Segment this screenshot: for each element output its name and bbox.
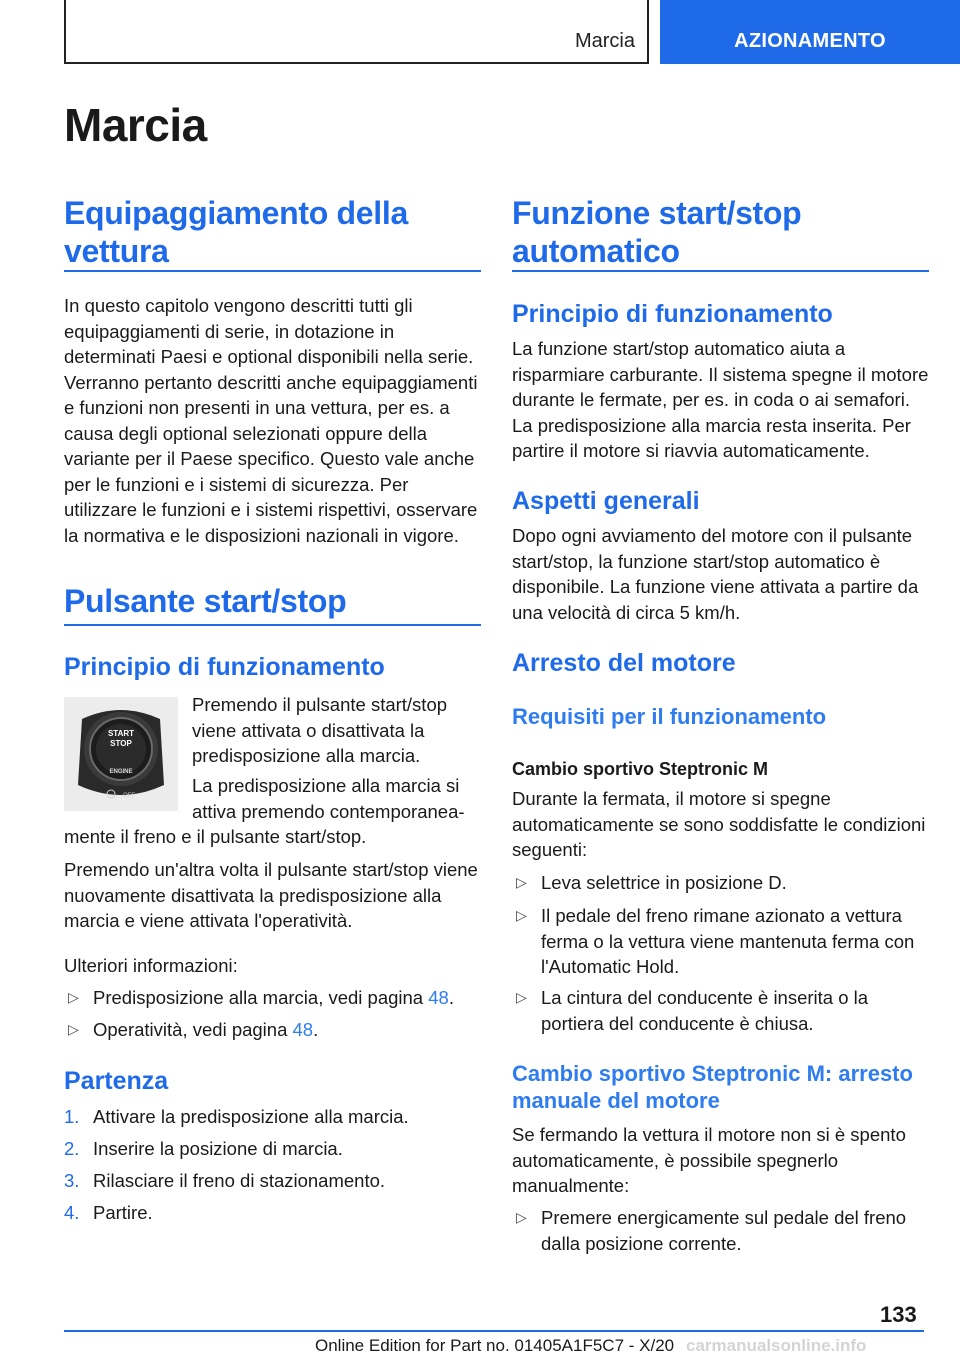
paragraph-manuale: Se fermando la vettura il motore non si è spento automaticamente, è possibile spegnerlo manualmente:: [512, 1124, 906, 1196]
heading-principio-right: Principio di funzionamento: [512, 300, 833, 328]
triangle-bullet-icon: ▷: [516, 907, 527, 923]
footer-watermark: carmanualsonline.info: [686, 1336, 867, 1355]
header-chapter-label: AZIONAMENTO: [734, 30, 886, 52]
triangle-bullet-icon: ▷: [68, 989, 79, 1005]
heading-rule: [64, 624, 481, 626]
manuale-text: Premere energicamente sul pedale del freno dalla posizione corrente.: [541, 1207, 907, 1254]
step-text: Rilasciare il freno di stazionamento.: [93, 1170, 386, 1191]
heading-pulsante: Pulsante start/stop: [64, 583, 347, 619]
page-link-48[interactable]: 48: [292, 1019, 314, 1040]
paragraph-principio-2b: mente il freno e il pulsante start/stop.: [64, 826, 367, 847]
heading-cambio: Cambio sportivo Steptronic M: [512, 759, 769, 779]
list-item-text: Predisposizione alla marcia, vedi pagina: [93, 987, 424, 1008]
condition-text: Leva selettrice in posizione D.: [541, 872, 787, 893]
paragraph-cambio: Durante la fermata, il motore si spegne automaticamente se sono soddisfatte le condizioni seguenti:: [512, 788, 926, 860]
step-number: 3.: [64, 1170, 80, 1191]
heading-requisiti: Requisiti per il funzionamento: [512, 704, 827, 729]
start-stop-button-icon: [64, 697, 178, 811]
condition-text: Il pedale del freno rimane azionato a vettura ferma o la vettura viene mantenuta ferma con l'Automatic Hold.: [541, 905, 915, 977]
heading-aspetti: Aspetti generali: [512, 487, 700, 515]
heading-partenza: Partenza: [64, 1067, 169, 1095]
paragraph-ulteriori: Ulteriori informazioni:: [64, 955, 238, 976]
header-section-label: Marcia: [574, 30, 635, 52]
button-label-start: START: [107, 729, 135, 738]
heading-rule: [512, 270, 929, 272]
step-number: 1.: [64, 1106, 80, 1127]
paragraph-equipaggiamento: In questo capitolo vengono descritti tutti gli equipaggiamenti di serie, in dotazione in determinati Paesi e optional disponibili nella serie. Verranno pertanto descritti anche equipaggiamenti e funzioni non presenti in una vettura, per es. a causa degli optional selezionati oppure della variante per il Paese specifico. Questo vale anche per le funzioni e i sistemi di sicurezza. Per utilizzare le funzioni e i sistemi rispettivi, osservare la normativa e le disposizioni nazionali in vigore.: [64, 295, 478, 546]
heading-funzione: Funzione start/stop automatico: [512, 195, 802, 269]
footer-edition: Online Edition for Part no. 01405A1F5C7 - X/20: [315, 1336, 675, 1355]
header-section-box: [64, 0, 649, 64]
triangle-bullet-icon: ▷: [68, 1021, 79, 1037]
button-label-off: OFF: [123, 793, 135, 799]
start-stop-button-image: [64, 697, 178, 811]
heading-principio-left: Principio di funzionamento: [64, 653, 385, 681]
step-text: Partire.: [93, 1202, 153, 1223]
triangle-bullet-icon: ▷: [516, 989, 527, 1005]
condition-text: La cintura del conducente è inserita o la portiera del conducente è chiusa.: [541, 987, 869, 1034]
paragraph-principio-3: Premendo un'altra volta il pulsante start/stop viene nuovamente disattivata la predisposizione alla marcia e viene attivata l'operatività.: [64, 859, 478, 931]
header-chapter-tab: [660, 0, 960, 64]
paragraph-aspetti: Dopo ogni avviamento del motore con il pulsante start/stop, la funzione start/stop automatico è disponibile. La funzione viene attivata a partire da una velocità di circa 5 km/h.: [512, 525, 919, 623]
heading-rule: [64, 270, 481, 272]
paragraph-principio-right: La funzione start/stop automatico aiuta a risparmiare carburante. Il sistema spegne il motore durante le fermate, per es. in coda o ai semafori. La predisposizione alla marcia resta inserita. Per partire il motore si riavvia automaticamente.: [512, 338, 929, 461]
step-number: 4.: [64, 1202, 80, 1223]
button-label-stop: STOP: [110, 739, 132, 748]
heading-equipaggiamento: Equipaggiamento della vettura: [64, 195, 408, 269]
triangle-bullet-icon: ▷: [516, 1209, 527, 1225]
heading-manuale: Cambio sportivo Steptronic M: arresto manuale del motore: [512, 1061, 913, 1113]
page-link-48[interactable]: 48: [428, 987, 449, 1008]
page-title: Marcia: [64, 99, 207, 151]
footer-rule: [64, 1330, 924, 1332]
paragraph-principio-1: Premendo il pulsante start/stop viene attivata o disattivata la predisposizione alla marcia.: [192, 694, 448, 766]
button-label-engine: ENGINE: [109, 769, 133, 775]
step-text: Inserire la posizione di marcia.: [93, 1138, 343, 1159]
step-text: Attivare la predisposizione alla marcia.: [93, 1106, 409, 1127]
heading-arresto: Arresto del motore: [512, 649, 736, 677]
paragraph-principio-2a: La predisposizione alla marcia si attiva premendo contemporanea-: [192, 775, 465, 822]
triangle-bullet-icon: ▷: [516, 874, 527, 890]
step-number: 2.: [64, 1138, 80, 1159]
page-number: 133: [880, 1302, 917, 1327]
list-item-text: Operatività, vedi pagina: [93, 1019, 288, 1040]
